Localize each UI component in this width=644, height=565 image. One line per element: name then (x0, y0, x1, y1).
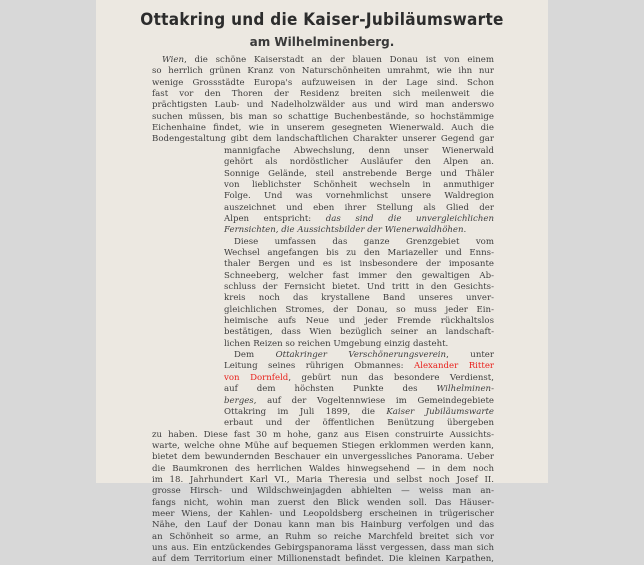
text-line: Wien, die schöne Kaiserstadt an der blauen Donau ist von einem (162, 55, 494, 65)
text-line: von lieblichster Schönheit wechseln in anmuthiger (224, 179, 494, 190)
text-line: auf dem höchsten Punkte des Wilhelminen- (224, 384, 494, 395)
page-title: Ottakring und die Kaiser-Jubiläumswarte (140, 10, 504, 30)
text-line: Schneeberg, welcher fast immer den gewaltigen Ab- (224, 270, 494, 281)
text-line: Dem Ottakringer Verschönerungsverein, unter (234, 350, 494, 361)
text-line: fast vor den Thoren der Residenz breiten sich meilenweit die (152, 89, 494, 100)
text-line: heimische aufs Neue und jeder Fremde rückhaltslos (224, 316, 494, 327)
text-line: so herrlich grünen Kranz von Naturschönheiten umrahmt, wie ihn nur (152, 66, 494, 77)
text-line: von Dornfeld, gebürt nun das besondere Verdienst, (224, 372, 494, 383)
text-line: suchen müssen, bis man so schattige Buchenbestände, so hochstämmige (152, 111, 494, 122)
text-line: kreis noch das krystallene Band unseres unver- (224, 293, 494, 304)
text-line: lichen Reizen so reichen Umgebung einzig dasteht. (224, 338, 449, 349)
text-line: mannigfache Abwechslung, denn unser Wienerwald (224, 145, 494, 156)
text-line: Leitung seines rührigen Obmannes: Alexander Ritter (224, 361, 495, 372)
text-line: an Schönheit so arme, an Ruhm so reiche Marchfeld breitet sich vor (152, 531, 494, 542)
text-line: bietet dem bewundernden Beschauer ein unvergessliches Panorama. Ueber (152, 452, 494, 463)
text-line: grosse Hirsch- und Wildschweinjagden abhielten — weiss man an- (152, 486, 494, 497)
text-line: Bodengestaltung gibt dem landschaftlichen Charakter unserer Gegend gar (152, 134, 494, 145)
text-line: berges, auf der Vogeltennwiese im Gemeindegebiete (224, 395, 494, 406)
text-line: Wechsel angefangen bis zu den Mariazeller und Enns- (224, 247, 494, 258)
text-line: die Baumkronen des herrlichen Waldes hinwegsehend — in dem noch (152, 463, 494, 474)
text-line: uns aus. Ein entzückendes Gebirgspanorama lässt vergessen, dass man sich (152, 543, 494, 554)
text-line: auf dem Territorium einer Millionenstadt befindet. Die kleinen Karpathen, (152, 554, 494, 565)
text-line: thaler Bergen und es ist insbesondere der imposante (224, 259, 494, 270)
page-subtitle: am Wilhelminenberg. (249, 35, 395, 49)
text-line: warte, welche ohne Mühe auf bequemen Stiegen erklommen werden kann, (152, 440, 494, 451)
text-line: Ottakring im Juli 1899, die Kaiser Jubiläumswarte (224, 406, 494, 417)
text-line: gleichlichen Stromes, der Donau, so muss jeder Ein- (224, 304, 494, 315)
text-line: Alpen entspricht: das sind die unvergleichlichen (224, 213, 494, 224)
text-line: gehört als nordöstlicher Ausläufer den Alpen an. (224, 157, 494, 168)
text-line: auszeichnet und eben ihrer Stellung als Glied der (224, 202, 494, 213)
text-line: Sonnige Gelände, steil anstrebende Berge und Thäler (224, 168, 494, 179)
text-line: fangs nicht, wohin man zuerst den Blick wenden soll. Das Häuser- (152, 497, 494, 508)
text-line: schluss der Fernsicht bietet. Und tritt in den Gesichts- (224, 282, 494, 292)
text-line: zu haben. Diese fast 30 m hohe, ganz aus Eisen construirte Aussichts- (152, 429, 494, 440)
text-line: wenige Grossstädte Europa's aufzuweisen in der Lage sind. Schon (152, 77, 494, 88)
text-line: Folge. Und was vornehmlichst unsere Waldregion (224, 191, 494, 202)
text-line: meer Wiens, der Kahlen- und Leopoldsberg erscheinen in trügerischer (152, 509, 494, 519)
text-line: im 18. Jahrhundert Karl VI., Maria Theresia und selbst noch Josef II. (152, 474, 494, 485)
text-line: prächtigsten Laub- und Nadelholzwälder aus und wird man anderswo (152, 100, 494, 111)
text-line: erbaut und der öffentlichen Benützung übergeben (224, 418, 494, 429)
text-line: Diese umfassen das ganze Grenzgebiet vom (234, 236, 494, 247)
scanned-page (96, 0, 548, 565)
text-line: Eichenhaine findet, wie in unserem gesegneten Wienerwald. Auch die (152, 123, 494, 134)
text-line: Fernsichten, die Aussichtsbilder der Wienerwaldhöhen. (224, 225, 467, 236)
text-line: Nähe, den Lauf der Donau kann man bis Hainburg verfolgen und das (152, 520, 494, 531)
text-line: bestätigen, dass Wien bezüglich seiner an landschaft- (224, 327, 494, 338)
